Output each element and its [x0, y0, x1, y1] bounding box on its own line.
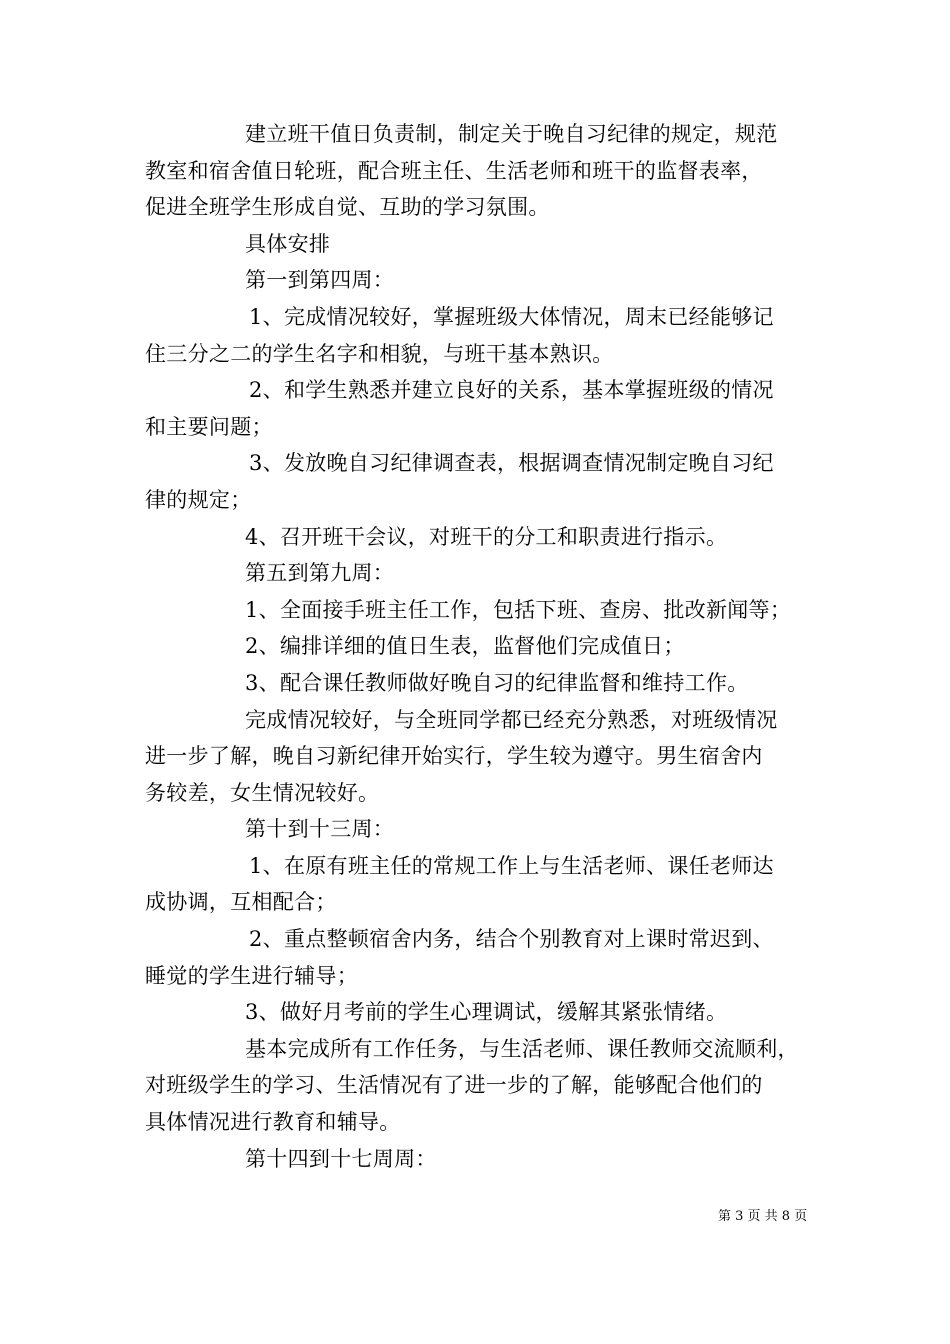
text-line: 具体安排	[245, 231, 331, 256]
text-line: 教室和宿舍值日轮班，配合班主任、生活老师和班干的监督表率，	[145, 158, 763, 183]
text-line: 和主要问题；	[145, 414, 273, 439]
text-line: 3、发放晚自习纪律调查表，根据调查情况制定晚自习纪	[249, 451, 774, 476]
page-number-footer: 第 3 页 共 8 页	[718, 1209, 808, 1224]
document-body	[145, 116, 810, 1177]
text-line: 3、配合课任教师做好晚自习的纪律监督和维持工作。	[245, 670, 749, 695]
text-line: 住三分之二的学生名字和相貌，与班干基本熟识。	[145, 341, 614, 366]
text-line: 促进全班学生形成自觉、互助的学习氛围。	[145, 195, 550, 220]
text-line: 对班级学生的学习、生活情况有了进一步的了解，能够配合他们的	[145, 1073, 763, 1098]
text-line: 1、在原有班主任的常规工作上与生活老师、课任老师达	[249, 853, 774, 878]
text-line: 第一到第四周：	[245, 268, 395, 293]
text-line: 1、完成情况较好，掌握班级大体情况，周末已经能够记	[249, 304, 774, 329]
text-line: 第十四到十七周周：	[245, 1146, 437, 1171]
text-line: 2、和学生熟悉并建立良好的关系，基本掌握班级的情况	[249, 378, 774, 403]
text-line: 务较差，女生情况较好。	[145, 780, 380, 805]
text-line: 第五到第九周：	[245, 561, 395, 586]
text-line: 4、召开班干会议，对班干的分工和职责进行指示。	[245, 524, 728, 549]
text-line: 建立班干值日负责制，制定关于晚自习纪律的规定，规范	[245, 122, 778, 146]
text-line: 3、做好月考前的学生心理调试，缓解其紧张情绪。	[245, 1000, 728, 1025]
text-line: 第十到十三周：	[245, 817, 395, 842]
text-line: 1、全面接手班主任工作，包括下班、查房、批改新闻等；	[245, 597, 792, 622]
text-line: 律的规定；	[145, 487, 252, 512]
text-line: 完成情况较好，与全班同学都已经充分熟悉，对班级情况	[245, 707, 778, 732]
text-line: 基本完成所有工作任务，与生活老师、课任教师交流顺利，	[245, 1036, 799, 1061]
text-line: 2、编排详细的值日生表，监督他们完成值日；	[245, 634, 685, 659]
text-line: 进一步了解，晚自习新纪律开始实行，学生较为遵守。男生宿舍内	[145, 744, 763, 769]
text-line: 具体情况进行教育和辅导。	[145, 1110, 401, 1135]
text-line: 2、重点整顿宿舍内务，结合个别教育对上课时常迟到、	[249, 927, 774, 952]
text-line: 成协调，互相配合；	[145, 890, 337, 915]
text-line: 睡觉的学生进行辅导；	[145, 963, 358, 988]
